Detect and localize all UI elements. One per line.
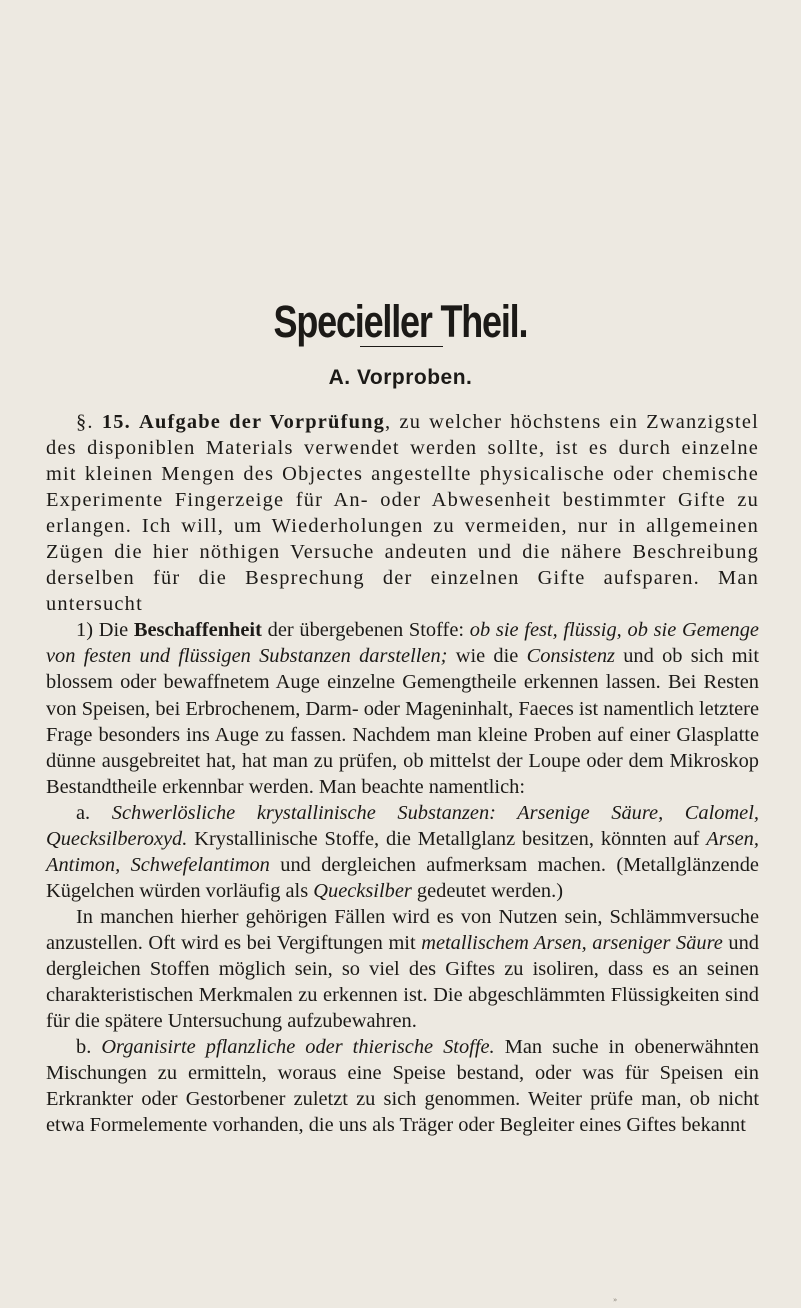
paragraph-schlaemmversuche [46, 904, 759, 1034]
section-number: 15. [101, 411, 131, 433]
list-number: 1) Die [76, 619, 129, 642]
section-title: A. Vorproben. [328, 366, 473, 389]
paragraph-15 [46, 409, 759, 617]
paragraph-a [46, 800, 759, 904]
emphasis-text: Consistenz [526, 645, 615, 668]
emphasis-text: Organisirte pflanzliche oder thierische Stoffe. [101, 1036, 495, 1059]
emphasis-text: Schwerlösliche krystallinische Substanzen: Arsenige Säure, Calomel, Quecksilberoxyd. [46, 801, 759, 850]
paragraph-text: , zu welcher höchstens ein Zwanzigstel des disponiblen Materials verwendet werden sollte, ist es durch einzelne mit kleinen Mengen des Objectes angestellte physicalische oder chemische Experimente Fingerzeige für An- oder Abwesenheit bestimmter Gifte zu erlangen. Ich will, um Wiederholungen zu vermeiden, nur in allgemeinen Zügen die hier nöthigen Versuche andeuten und die nähere Beschreibung derselben für die Besprechung der einzelnen Gifte aufsparen. Man untersucht [46, 411, 759, 616]
paragraph-text: und ob sich mit blossem oder bewaffnetem Auge einzelne Gemengtheile erkennen lassen. Bei Resten von Speisen, bei Erbrochenem, Darm- oder Mageninhalt, Faeces ist namentlich letztere Frage besonders ins Auge zu fassen. Nachdem man kleine Proben auf einer Glasplatte dünne ausgebreitet hat, hat man zu prüfen, ob mittelst der Loupe oder dem Mikroskop Bestandtheile erkennbar werden. Man beachte namentlich: [46, 645, 760, 798]
paragraph-beschaffenheit [46, 617, 759, 799]
heading-beschaffenheit: Beschaffenheit [133, 619, 262, 642]
list-letter: b. [76, 1036, 92, 1059]
paragraph-text: der übergebenen Stoffe: [267, 619, 465, 642]
paragraph-text: Man suche in obenerwähnten Mischungen zu ermitteln, woraus eine Speise bestand, oder was für Speisen ein Erkrankter oder Gestorbener zuletzt zu sich genommen. Weiter prüfe man, ob nicht etwa Formelemente vorhanden, die uns als Träger oder Begleiter eines Giftes bekannt [46, 1036, 759, 1137]
body-text [46, 409, 759, 1138]
paragraph-text: und dergleichen Stoffen möglich sein, so viel des Giftes zu isoliren, dass es an seinen charakteristischen Merkmalen zu erkennen ist. Die abgeschlämmten Flüssigkeiten sind für die spätere Untersuchung aufzubewahren. [46, 931, 759, 1033]
emphasis-text: Quecksilber [313, 879, 412, 902]
paragraph-text: und dergleichen aufmerksam machen. (Metallglänzende Kügelchen würden vorläufig als [46, 853, 759, 902]
emphasis-text: Arsen, Antimon, Schwefelantimon [46, 827, 759, 876]
emphasis-text: metallischem Arsen, arseniger Säure [421, 931, 723, 954]
paragraph-text: gedeutet werden.) [416, 879, 563, 902]
heading-vorpruefung: Aufgabe der Vorprüfung [139, 411, 386, 433]
paragraph-text: In manchen hierher gehörigen Fällen wird es von Nutzen sein, Schlämmversuche anzustellen. Oft wird es bei Vergiftungen mit [46, 905, 759, 954]
section-sign: §. [76, 411, 94, 433]
title-divider [360, 346, 443, 347]
list-letter: a. [76, 801, 91, 824]
paragraph-text: wie die [455, 645, 519, 668]
paragraph-text: Krystallinische Stoffe, die Metallglanz besitzen, könnten auf [194, 827, 700, 850]
emphasis-text: ob sie fest, flüssig, ob sie Gemenge von festen und flüssigen Substanzen darstellen; [46, 619, 759, 668]
paragraph-b [46, 1034, 759, 1138]
page-mark: » [613, 1296, 618, 1304]
part-title: Specieller Theil. [273, 296, 528, 347]
